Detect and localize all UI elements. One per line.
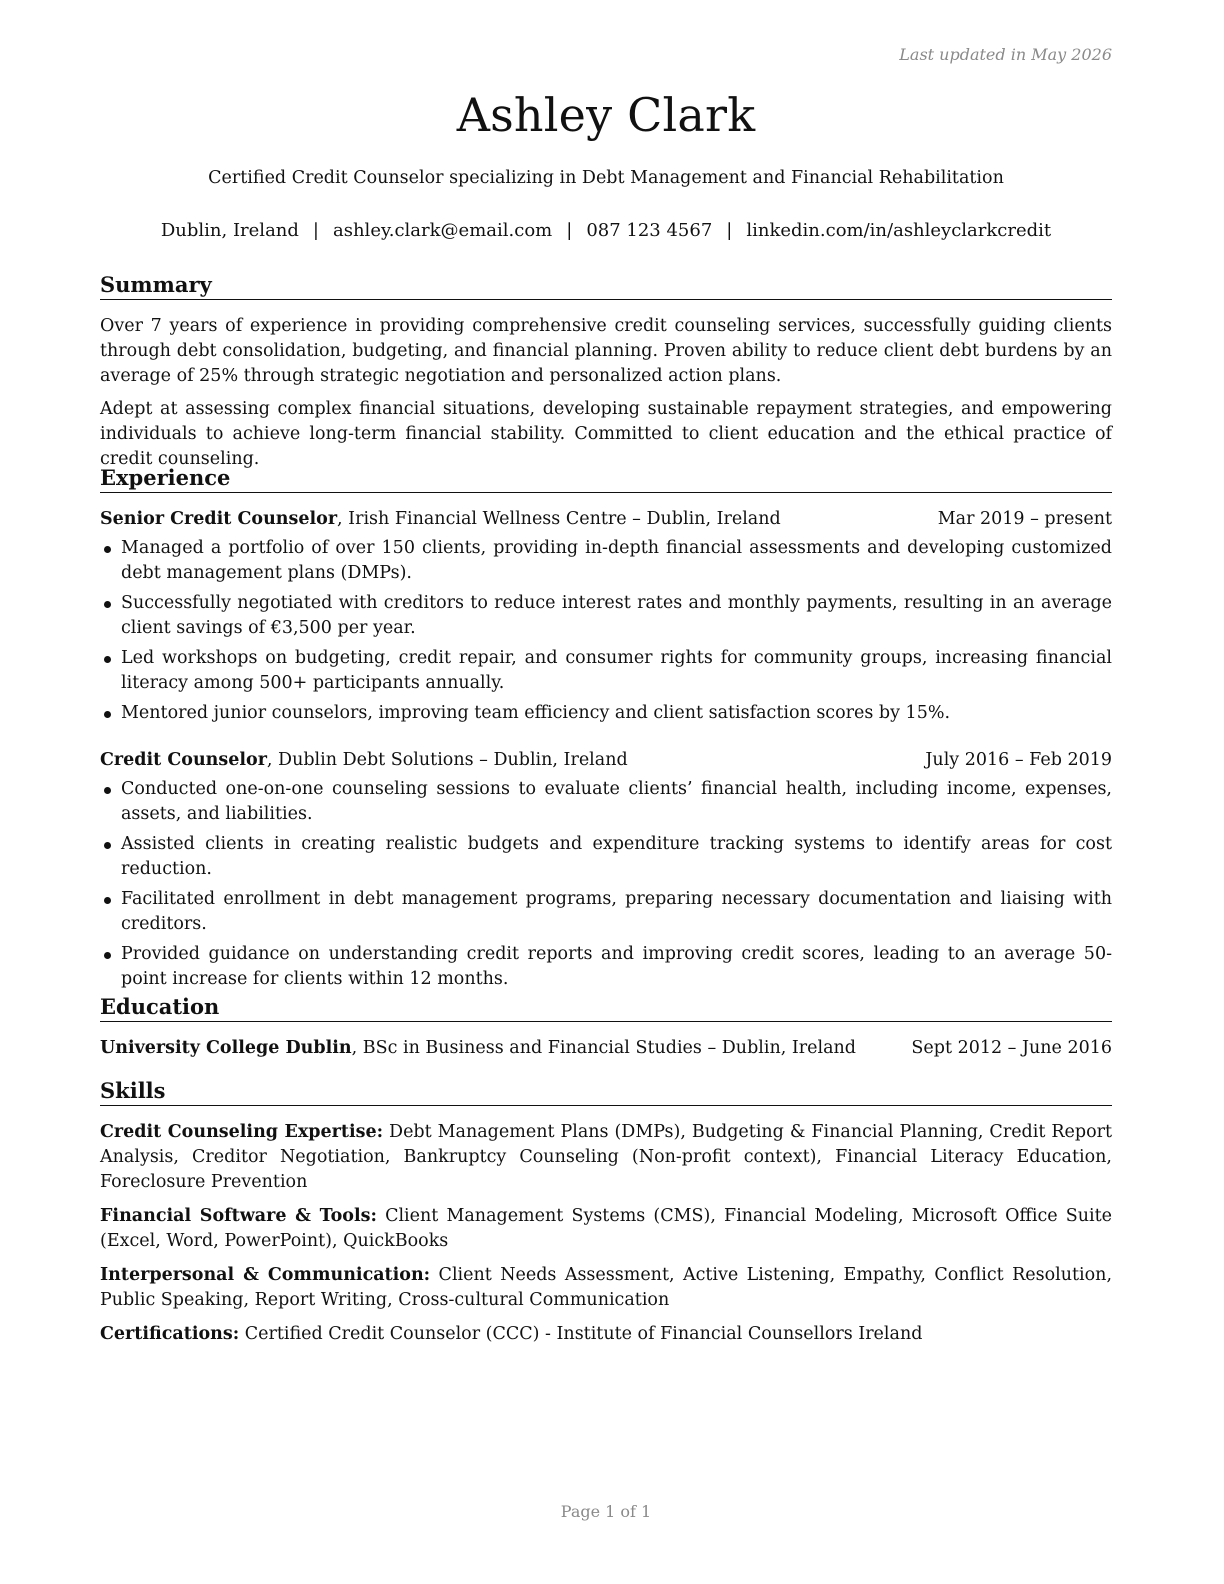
section-title-experience: Experience [100,465,1112,493]
job-bullets [100,536,1112,726]
contact-email[interactable]: ashley.clark@email.com [333,220,553,241]
job-org: , Dublin Debt Solutions – Dublin, Ireland [266,750,628,770]
page-number: Page 1 of 1 [560,1502,652,1521]
skill-group [100,1204,1112,1254]
job-entry [100,507,1112,726]
contact-separator: | [566,220,573,241]
skill-text: Certified Credit Counselor (CCC) - Institute of Financial Counsellors Ireland [239,1324,923,1344]
contact-phone: 087 123 4567 [586,220,713,241]
contact-separator: | [312,220,319,241]
education-section [100,994,1112,1065]
experience-section [100,465,1112,997]
skill-group [100,1322,1112,1347]
job-bullet: Facilitated enrollment in debt management programs, preparing necessary documentation and liaising with creditors. [100,887,1112,937]
contact-linkedin[interactable]: linkedin.com/in/ashleyclarkcredit [746,220,1052,241]
job-bullet: Assisted clients in creating realistic budgets and expenditure tracking systems to identify areas for cost reduction. [100,832,1112,882]
education-dates: Sept 2012 – June 2016 [911,1038,1112,1058]
skills-section [100,1078,1112,1356]
section-title-education: Education [100,994,1112,1022]
job-header [100,748,1112,773]
job-title-line [100,748,628,773]
skill-text: Client Needs Assessment, Active Listening, Empathy, Conflict Resolution, Public Speaking, Report Writing, Cross-cultural Communication [100,1265,1113,1310]
contact-line [100,220,1112,241]
resume-page [100,0,1112,1584]
skill-label: Certifications: [100,1324,240,1344]
job-bullet: Provided guidance on understanding credit reports and improving credit scores, leading to an average 50-point increase for clients within 12 months. [100,942,1112,992]
education-entry [100,1036,1112,1061]
job-dates: Mar 2019 – present [937,509,1112,529]
candidate-name: Ashley Clark [456,88,756,142]
skill-group [100,1120,1112,1195]
section-title-summary: Summary [100,272,1112,300]
job-bullet: Mentored junior counselors, improving team efficiency and client satisfaction scores by 15%. [100,701,1112,726]
job-dates: July 2016 – Feb 2019 [925,750,1112,770]
skill-label: Financial Software & Tools: [100,1206,377,1226]
job-bullet: Successfully negotiated with creditors to reduce interest rates and monthly payments, resulting in an average client savings of €3,500 per year. [100,591,1112,641]
job-bullet: Conducted one-on-one counseling sessions to evaluate clients’ financial health, including income, expenses, assets, and liabilities. [100,777,1112,827]
summary-section [100,272,1112,480]
job-bullets [100,777,1112,992]
job-role: Credit Counselor [100,750,267,770]
skill-label: Interpersonal & Communication: [100,1265,431,1285]
skill-text: Client Management Systems (CMS), Financial Modeling, Microsoft Office Suite (Excel, Word, PowerPoint), QuickBooks [100,1206,1112,1251]
skill-label: Credit Counseling Expertise: [100,1122,384,1142]
contact-separator: | [726,220,733,241]
job-bullet: Led workshops on budgeting, credit repair, and consumer rights for community groups, increasing financial literacy among 500+ participants annually. [100,646,1112,696]
summary-paragraph: Adept at assessing complex financial situations, developing sustainable repayment strategies, and empowering individuals to achieve long-term financial stability. Committed to client education and the ethical practice of credit counseling. [100,399,1112,469]
contact-location: Dublin, Ireland [160,220,299,241]
skill-group [100,1263,1112,1313]
candidate-headline: Certified Credit Counselor specializing in Debt Management and Financial Rehabilitation [208,168,1004,188]
job-bullet: Managed a portfolio of over 150 clients, providing in-depth financial assessments and developing customized debt management plans (DMPs). [100,536,1112,586]
job-role: Senior Credit Counselor [100,509,338,529]
last-updated: Last updated in May 2026 [899,45,1112,64]
education-degree: , BSc in Business and Financial Studies – Dublin, Ireland [351,1038,856,1058]
education-line [100,1036,856,1061]
job-entry [100,748,1112,992]
skill-text: Debt Management Plans (DMPs), Budgeting & Financial Planning, Credit Report Analysis, Creditor Negotiation, Bankruptcy Counseling (Non-profit context), Financial Literacy Education, Foreclosure Prevention [100,1122,1113,1192]
summary-paragraph: Over 7 years of experience in providing comprehensive credit counseling services, successfully guiding clients through debt consolidation, budgeting, and financial planning. Proven ability to reduce client debt burdens by an average of 25% through strategic negotiation and personalized action plans. [100,316,1112,386]
education-school: University College Dublin [100,1038,352,1058]
job-header [100,507,1112,532]
section-title-skills: Skills [100,1078,1112,1106]
job-title-line [100,507,781,532]
job-org: , Irish Financial Wellness Centre – Dublin, Ireland [337,509,781,529]
